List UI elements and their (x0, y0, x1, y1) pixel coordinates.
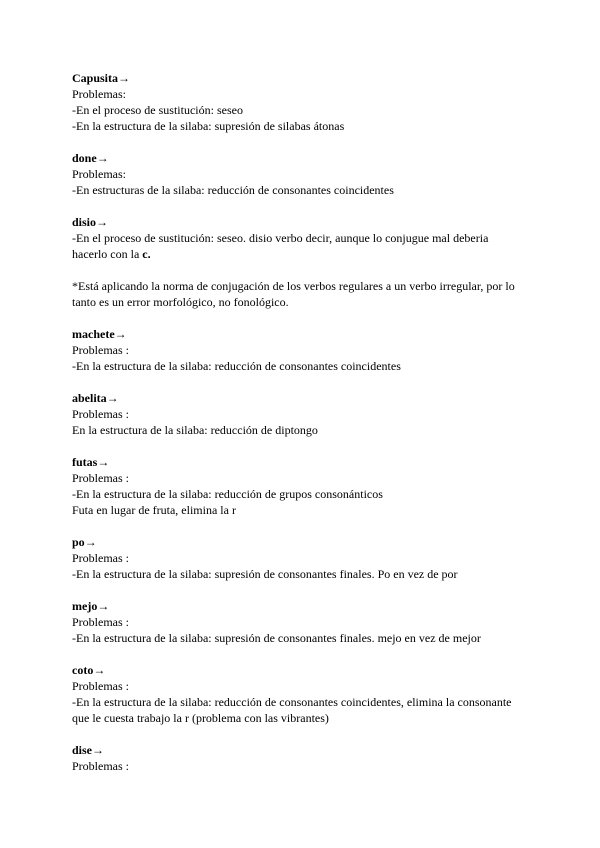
entry-po (72, 534, 532, 582)
arrow-icon: → (96, 215, 109, 229)
arrow-icon: → (93, 663, 106, 677)
arrow-icon: → (92, 743, 105, 757)
arrow-icon: → (96, 151, 109, 165)
entry-mejo (72, 598, 532, 646)
arrow-icon: → (84, 535, 97, 549)
arrow-icon: → (118, 71, 131, 85)
problems-label: Problemas : (72, 551, 129, 565)
entry-term: done (72, 151, 97, 165)
bold-letter: c. (139, 247, 151, 261)
entry-capusita (72, 70, 532, 134)
entry-futas (72, 454, 532, 518)
entry-term: disio (72, 215, 97, 229)
problems-label: Problemas : (72, 471, 129, 485)
problems-label: Problemas : (72, 615, 129, 629)
entry-term: dise (72, 743, 93, 757)
arrow-icon: → (114, 327, 127, 341)
problems-label: Problemas : (72, 679, 129, 693)
problem-line: -En la estructura de la silaba: reducción de grupos consonánticos (72, 487, 383, 501)
problems-label: Problemas: (72, 167, 126, 181)
problem-line: -En el proceso de sustitución: seseo (72, 103, 243, 117)
arrow-icon: → (97, 599, 110, 613)
entry-term: Capusita (72, 71, 119, 85)
entry-dise (72, 742, 532, 774)
entry-coto (72, 662, 532, 726)
problem-line: Futa en lugar de fruta, elimina la r (72, 503, 236, 517)
morphology-note (72, 278, 532, 310)
problem-line: En la estructura de la silaba: reducción de diptongo (72, 423, 318, 437)
entry-term: abelita (72, 391, 107, 405)
problem-line: hacerlo con la (72, 247, 140, 261)
entry-machete (72, 326, 532, 374)
problem-line: -En el proceso de sustitución: seseo. disio verbo decir, aunque lo conjugue mal deberia (72, 231, 489, 245)
entry-abelita (72, 390, 532, 438)
entry-done (72, 150, 532, 198)
problems-label: Problemas : (72, 759, 129, 773)
problems-label: Problemas: (72, 87, 126, 101)
document-page (72, 70, 532, 790)
problems-label: Problemas : (72, 343, 129, 357)
entry-disio (72, 214, 532, 262)
arrow-icon: → (106, 391, 119, 405)
note-line: *Está aplicando la norma de conjugación de los verbos regulares a un verbo irregular, por lo (72, 279, 515, 293)
note-line: tanto es un error morfológico, no fonológico. (72, 295, 289, 309)
problem-line: -En la estructura de la silaba: reducción de consonantes coincidentes, elimina la consonante (72, 695, 512, 709)
entry-term: machete (72, 327, 115, 341)
entry-term: mejo (72, 599, 98, 613)
problem-line: que le cuesta trabajo la r (problema con las vibrantes) (72, 711, 329, 725)
problem-line: -En estructuras de la silaba: reducción de consonantes coincidentes (72, 183, 394, 197)
problem-line: -En la estructura de la silaba: supresión de consonantes finales. Po en vez de por (72, 567, 458, 581)
arrow-icon: → (97, 455, 110, 469)
problem-line: -En la estructura de la silaba: supresión de consonantes finales. mejo en vez de mejor (72, 631, 481, 645)
problem-line: -En la estructura de la silaba: supresión de silabas átonas (72, 119, 345, 133)
entry-term: coto (72, 663, 94, 677)
problems-label: Problemas : (72, 407, 129, 421)
entry-term: futas (72, 455, 98, 469)
problem-line: -En la estructura de la silaba: reducción de consonantes coincidentes (72, 359, 401, 373)
entry-term: po (72, 535, 85, 549)
